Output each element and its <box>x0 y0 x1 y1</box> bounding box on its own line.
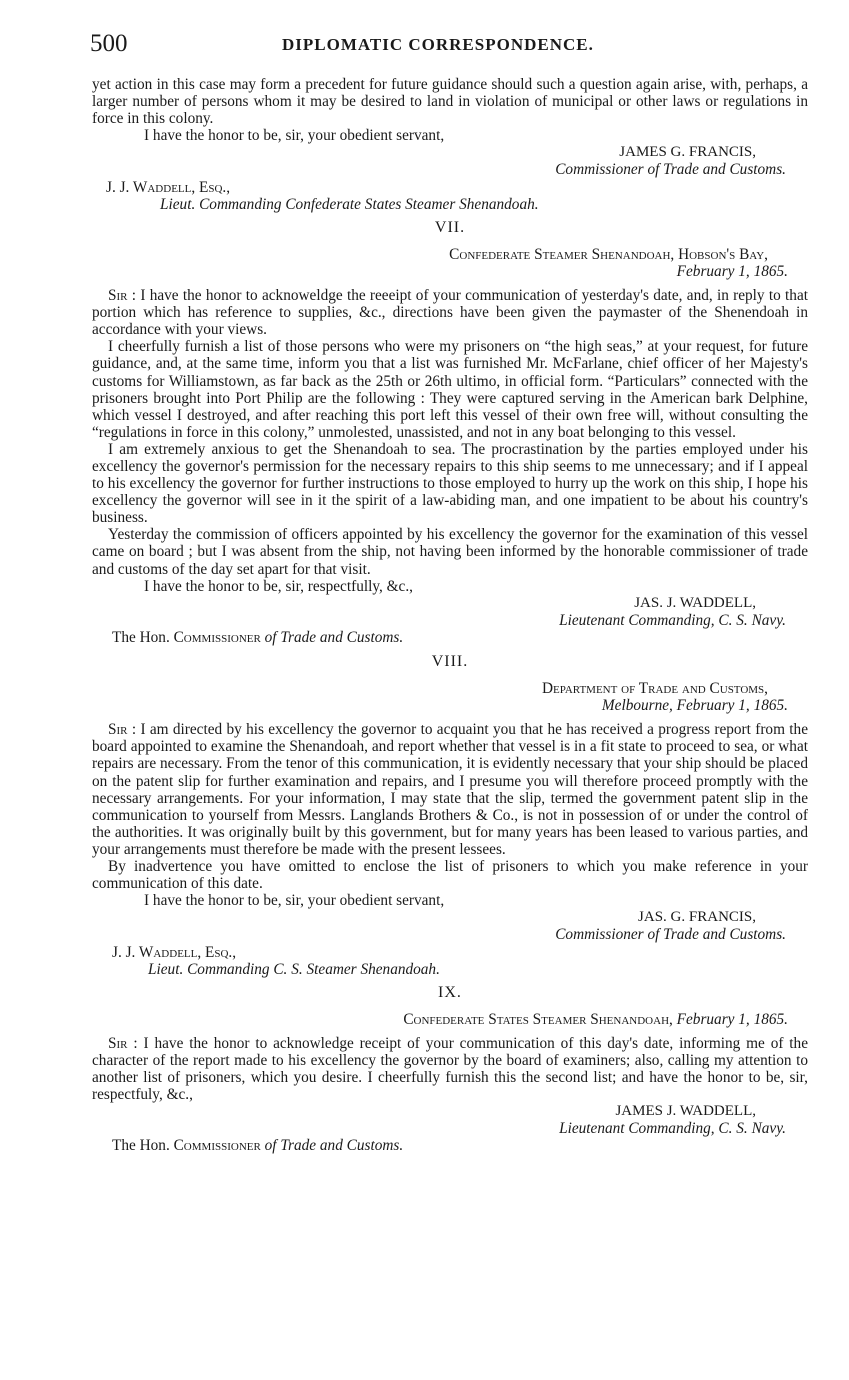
section-numeral: IX. <box>438 983 462 1001</box>
signature-title: Lieutenant Commanding, C. S. Navy. <box>559 611 786 629</box>
signature-title: Commissioner of Trade and Customs. <box>555 926 786 944</box>
paragraph-text: I have the honor to acknoweldge the reeeipt of your communication of yesterday's date, and, in reply to that portion which has reference to supplies, &c., directions have been given the paymaster of the Shenendoah in accordance with your views. <box>92 287 808 339</box>
letter-heading <box>92 1011 808 1028</box>
letter-6-ending <box>92 76 808 213</box>
addressee-line <box>92 1137 808 1154</box>
paragraph: Yesterday the commission of officers appointed by his excellency the governor for the examination of this vessel came on board ; but I was absent from the ship, not having been informed by the honorable commissioner of trade and customs of the day set apart for that visit. <box>92 526 808 578</box>
paragraph: I cheerfully furnish a list of those persons who were my prisoners on “the high seas,” at your request, for future guidance, and, at the same time, inform you that a list was furnished Mr. McFarlane, chief officer of her Majesty's customs for Williamstown, as far back as the 25th or 26th ultimo, in official form. “Particulars” connected with the prisoners brought into Port Philip are the following : They were captured serving in the American bark Delphine, which vessel I destroyed, and after reaching this port left this vessel of their own free will, without consulting the “regulations in force in this colony,” unmolested, unassisted, and not in any boat belonging to this vessel. <box>92 338 808 441</box>
letter-place: Department of Trade and Customs, <box>541 680 768 698</box>
letter-8 <box>92 653 808 978</box>
letter-7 <box>92 219 808 646</box>
paragraph: yet action in this case may form a precedent for future guidance should such a question again arise, with, perhaps, a larger number of persons whom it may be desired to land in violation of municipal or other laws or regulations in force in this colony. <box>92 76 808 128</box>
addressee-name: J. J. Waddell, Esq., <box>112 943 237 961</box>
paragraph: By inadvertence you have omitted to enclose the list of prisoners to which you make reference in your communication of this date. <box>92 858 808 893</box>
paragraph <box>92 721 808 858</box>
addressee-prefix: The Hon. <box>112 628 170 646</box>
letter-place: Confederate Steamer Shenandoah, Hobson's Bay, <box>449 245 768 263</box>
section-numeral: VIII. <box>431 653 469 670</box>
paragraph-text: I have the honor to acknowledge receipt of your communication of this day's date, informing me of the character of the report made to his excellency the governor by the board of examiners; also, calling my attention to another list of prisoners, which you desire. I cheerfully furnish this the second list; and have the honor to be, sir, respectfuly, &c., <box>92 1034 808 1104</box>
document-body <box>92 76 808 1162</box>
signature-title: Lieutenant Commanding, C. S. Navy. <box>559 1120 786 1138</box>
page-header <box>90 30 790 60</box>
section-numeral: VII. <box>434 218 466 236</box>
letter-date: Melbourne, February 1, 1865. <box>601 697 788 715</box>
closing-line: I have the honor to be, sir, your obedient servant, <box>144 892 445 910</box>
salutation: Sir : <box>108 721 137 739</box>
letter-place: Confederate States Steamer Shenandoah, <box>403 1010 673 1028</box>
closing-line: I have the honor to be, sir, your obedient servant, <box>144 127 445 145</box>
page-number: 500 <box>90 30 128 57</box>
paragraph <box>92 1035 808 1103</box>
salutation: Sir : <box>108 287 137 305</box>
addressee-office: Commissioner <box>173 628 261 646</box>
paragraph-text: I am directed by his excellency the governor to acquaint you that he has received a progress report from the board appointed to examine the Shenandoah, and report whether that vessel is in a fit state to proceed to sea, or what repairs are necessary. From the tenor of this communication, it is evidently necessary that your ship should be placed on the patent slip for further examination and repairs, and I presume you will therefore proceed promptly with the necessary arrangements. For your information, I may state that the slip, termed the government patent slip in the communication to yourself from Messrs. Langlands Brothers & Co., is not in possession of or under the control of the authorities. It was originally built by this government, but for many years has been leased to various parties, and your arrangements must therefore be made with the present lessees. <box>92 721 808 858</box>
paragraph <box>92 287 808 338</box>
signature-name: JAMES G. FRANCIS, <box>619 144 756 161</box>
letter-date: February 1, 1865. <box>676 1010 788 1028</box>
running-title: DIPLOMATIC CORRESPONDENCE. <box>282 35 594 54</box>
signature-name: JAMES J. WADDELL, <box>615 1103 756 1120</box>
addressee-name: J. J. Waddell, Esq., <box>106 178 231 196</box>
letter-date: February 1, 1865. <box>676 262 788 280</box>
paragraph: I am extremely anxious to get the Shenandoah to sea. The procrastination by the parties employed under his excellency the governor's permission for the necessary repairs to this ship seems to me unnecessary; and if I appeal to his excellency the governor for further instructions to those employed to hurry up the work on this ship, I hope his excellency the governor will see in it the spirit of a law-abiding man, and one impatient to be about his country's business. <box>92 440 808 527</box>
addressee-title: Lieut. Commanding Confederate States Steamer Shenandoah. <box>160 195 539 213</box>
letter-9 <box>92 984 808 1155</box>
signature-title: Commissioner of Trade and Customs. <box>555 161 786 179</box>
closing-line: I have the honor to be, sir, respectfully, &c., <box>144 577 413 595</box>
salutation: Sir : <box>108 1034 138 1052</box>
signature-name: JAS. J. WADDELL, <box>634 594 756 611</box>
addressee-prefix: The Hon. <box>112 1137 170 1155</box>
addressee-office: Commissioner <box>173 1137 261 1155</box>
addressee-suffix: of Trade and Customs. <box>264 628 404 646</box>
addressee-line <box>92 629 808 646</box>
addressee-title: Lieut. Commanding C. S. Steamer Shenandoah. <box>148 960 440 978</box>
addressee-suffix: of Trade and Customs. <box>264 1137 404 1155</box>
signature-name: JAS. G. FRANCIS, <box>638 909 756 926</box>
